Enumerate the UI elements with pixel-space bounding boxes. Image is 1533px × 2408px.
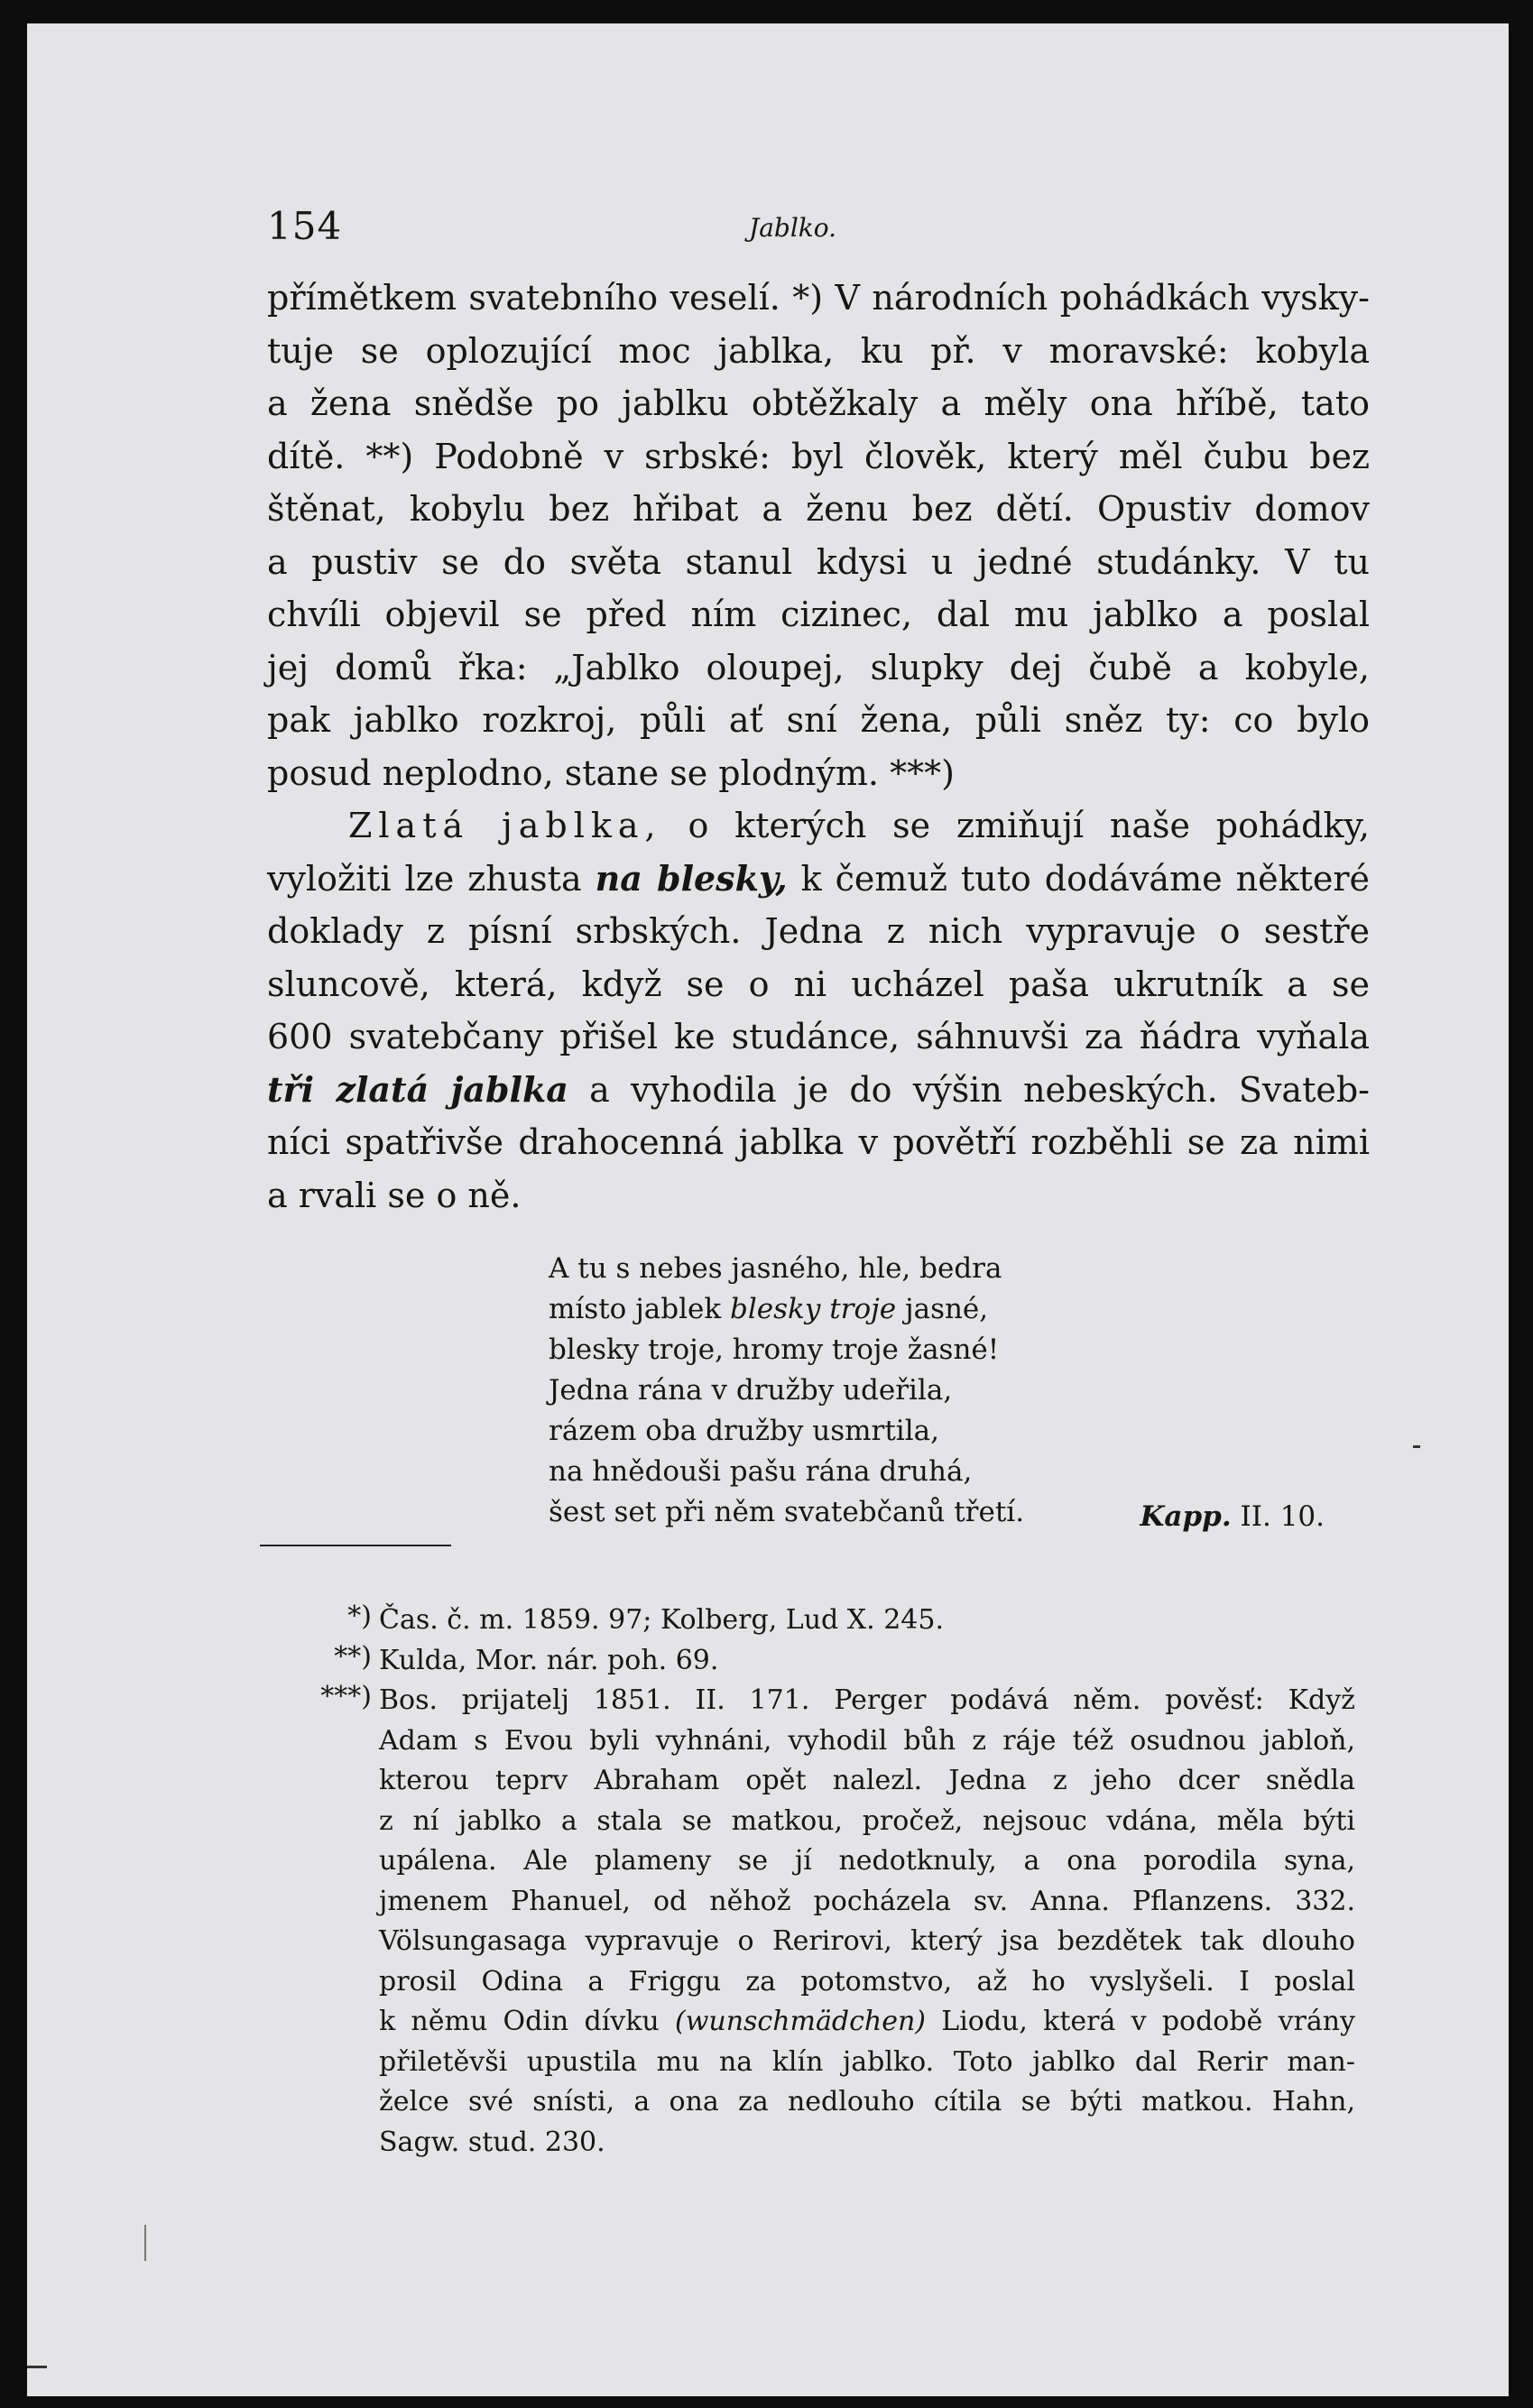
- verse-line: A tu s nebes jasného, hle, bedra: [549, 1252, 1002, 1285]
- footnote-mark: *): [347, 1601, 372, 1632]
- text-line: jej domů řka: „Jablko oloupej, slupky dej čubě a kobyle,: [267, 647, 1370, 687]
- text-line: a pustiv se do světa stanul kdysi u jedné studánky. V tu: [267, 541, 1370, 582]
- text-line: posud neplodno, stane se plodným. ***): [267, 752, 955, 793]
- scan-speck: [1413, 1445, 1420, 1448]
- footnote-line: želce své snísti, a ona za nedlouho cítila se býti matkou. Hahn,: [379, 2086, 1355, 2117]
- scan-speck: [144, 2225, 146, 2261]
- text-span: vyložiti lze zhusta: [267, 858, 582, 899]
- text-line: pak jablko rozkroj, půli ať sní žena, půli sněz ty: co bylo: [267, 700, 1370, 740]
- footnote-line: Čas. č. m. 1859. 97; Kolberg, Lud X. 245.: [379, 1604, 944, 1636]
- footnote-divider: [260, 1545, 451, 1546]
- text-line: přímětkem svatebního veselí. *) V národních pohádkách vysky-: [267, 278, 1370, 318]
- footnote-line: Sagw. stud. 230.: [379, 2126, 605, 2158]
- italic-phrase: (wunschmädchen): [675, 2006, 926, 2037]
- footnote: [298, 1641, 1355, 1682]
- paragraph-line: doklady z písní srbských. Jedna z nich vypravuje o sestře: [267, 911, 1370, 951]
- footnote-mark: **): [334, 1640, 372, 1673]
- paragraph-line: [267, 1064, 1370, 1117]
- paragraph-line: [267, 853, 1370, 906]
- verse-source: [1140, 1500, 1325, 1533]
- paragraph-line: 600 svatebčany přišel ke studánce, sáhnuvši za ňádra vyňala: [267, 1017, 1370, 1056]
- running-title: Jablko.: [749, 213, 837, 243]
- scan-speck: [27, 2366, 47, 2368]
- text-line: dítě. **) Podobně v srbské: byl člověk, který měl čubu bez: [267, 436, 1370, 476]
- footnote-mark: ***): [320, 1681, 372, 1712]
- verse-line: na hnědouši pašu rána druhá,: [549, 1455, 973, 1488]
- verse-quote: [549, 1249, 1325, 1533]
- footnote-line: jmenem Phanuel, od něhož pocházela sv. Anna. Pflanzens. 332.: [379, 1885, 1355, 1917]
- footnote-line: upálena. Ale plameny se jí nedotknuly, a ona porodila syna,: [379, 1845, 1355, 1877]
- footnotes: [298, 1601, 1355, 2163]
- footnote-line: kterou teprv Abraham opět nalezl. Jedna z jeho dcer snědla: [379, 1765, 1355, 1796]
- footnote-line: Völsungasaga vypravuje o Rerirovi, který jsa bezdětek tak dlouho: [379, 1925, 1355, 1957]
- page-header: [267, 204, 1368, 258]
- text-line: tuje se oplozující moc jablka, ku př. v moravské: kobyla: [267, 330, 1370, 371]
- footnote-line: [379, 2002, 1355, 2043]
- spaced-phrase: Zlatá jablka,: [348, 806, 662, 845]
- paragraph-line: sluncově, která, když se o ni ucházel paša ukrutník a se: [267, 964, 1370, 1004]
- italic-phrase: na blesky,: [595, 857, 788, 899]
- footnote-line: prosil Odina a Friggu za potomstvo, až ho vyslyšeli. I poslal: [379, 1965, 1355, 1997]
- paragraph-line: a rvali se o ně.: [267, 1175, 522, 1215]
- text-span: místo jablek: [549, 1293, 722, 1325]
- verse-line: Jedna rána v družby udeřila,: [549, 1374, 953, 1407]
- text-line: chvíli objevil se před ním cizinec, dal mu jablko a poslal: [267, 595, 1370, 634]
- text-span: o kterých se zmiňují naše pohádky,: [688, 806, 1370, 845]
- paragraph-line: níci spatřivše drahocenná jablka v povětří rozběhli se za nimi: [267, 1122, 1370, 1162]
- text-span: Liodu, která v podobě vrány: [941, 2006, 1356, 2037]
- text-span: a vyhodila je do výšin nebeských. Svateb-: [589, 1069, 1370, 1110]
- text-span: k čemuž tuto dodáváme některé: [800, 858, 1371, 899]
- page-number: 154: [267, 204, 343, 248]
- source-ref: II. 10.: [1240, 1500, 1325, 1533]
- italic-phrase: blesky troje: [730, 1293, 897, 1325]
- footnote-line: Bos. prijatelj 1851. II. 171. Perger podává něm. pověsť: Když: [379, 1684, 1355, 1716]
- text-span: k němu Odin dívku: [379, 2006, 660, 2037]
- footnote-line: Kulda, Mor. nár. poh. 69.: [379, 1644, 719, 1676]
- source-author: Kapp.: [1140, 1500, 1232, 1533]
- paragraph-line: [267, 799, 1370, 853]
- footnote: [298, 1601, 1355, 1641]
- italic-phrase: tři zlatá jablka: [267, 1068, 568, 1110]
- verse-line: šest set při něm svatebčanů třetí.: [549, 1496, 1025, 1528]
- verse-line: [549, 1289, 1325, 1330]
- footnote-line: přiletěvši upustila mu na klín jablko. Toto jablko dal Rerir man-: [379, 2045, 1355, 2078]
- text-span: jasné,: [904, 1293, 989, 1325]
- text-line: štěnat, kobylu bez hřibat a ženu bez dětí. Opustiv domov: [267, 489, 1370, 529]
- footnote-line: Adam s Evou byli vyhnáni, vyhodil bůh z ráje též osudnou jabloň,: [379, 1724, 1355, 1757]
- verse-line: rázem oba družby usmrtila,: [549, 1415, 939, 1447]
- text-line: a žena snědše po jablku obtěžkaly a měly ona hříbě, tato: [267, 383, 1370, 423]
- main-text: [267, 272, 1370, 1222]
- verse-line: blesky troje, hromy troje žasné!: [549, 1333, 1000, 1366]
- footnote: [298, 1681, 1355, 2163]
- book-page: [27, 23, 1509, 2396]
- footnote-line: z ní jablko a stala se matkou, pročež, nejsouc vdána, měla býti: [379, 1804, 1355, 1837]
